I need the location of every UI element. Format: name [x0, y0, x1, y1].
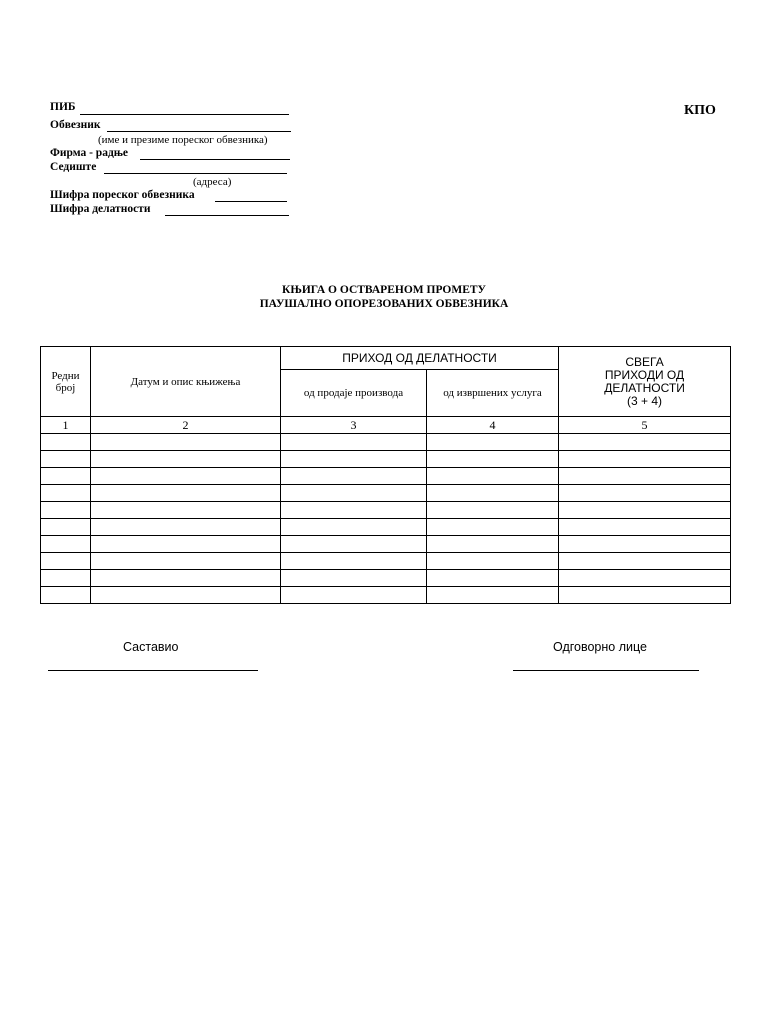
table-cell[interactable] [559, 451, 731, 468]
responsible-person-signature-line[interactable] [513, 670, 699, 671]
composed-by-label: Саставио [123, 640, 179, 654]
table-cell[interactable] [281, 502, 427, 519]
table-cell[interactable] [41, 434, 91, 451]
sifra-delatnosti-field-line[interactable] [165, 215, 289, 216]
table-row [41, 587, 731, 604]
table-cell[interactable] [559, 468, 731, 485]
responsible-person-label: Одговорно лице [553, 640, 647, 654]
table-cell[interactable] [427, 502, 559, 519]
ordinal-header [41, 347, 91, 417]
services-header [427, 370, 559, 417]
table-cell[interactable] [41, 570, 91, 587]
column-number: 1 [41, 417, 91, 434]
sifra-obveznika-label: Шифра пореског обвезника [50, 189, 195, 201]
table-row [41, 536, 731, 553]
table-cell[interactable] [41, 468, 91, 485]
total-header-line3: ДЕЛАТНОСТИ [604, 380, 685, 395]
table-cell[interactable] [91, 502, 281, 519]
table-cell[interactable] [91, 434, 281, 451]
table-cell[interactable] [559, 502, 731, 519]
table-cell[interactable] [427, 451, 559, 468]
table-row [41, 519, 731, 536]
products-header [281, 370, 427, 417]
table-row [41, 451, 731, 468]
table-cell[interactable] [91, 519, 281, 536]
table-cell[interactable] [91, 587, 281, 604]
sediste-field-line[interactable] [104, 173, 287, 174]
products-header-text: од продаје производа [303, 387, 404, 399]
obveznik-field-line[interactable] [107, 131, 291, 132]
table-cell[interactable] [427, 468, 559, 485]
table-cell[interactable] [281, 519, 427, 536]
table-cell[interactable] [91, 536, 281, 553]
services-header-text: од извршених услуга [443, 387, 542, 399]
table-cell[interactable] [427, 570, 559, 587]
column-number-row [41, 417, 731, 434]
document-title-line2: ПАУШАЛНО ОПОРЕЗОВАНИХ ОБВЕЗНИКА [259, 298, 509, 310]
table-cell[interactable] [91, 570, 281, 587]
obveznik-label: Обвезник [50, 119, 101, 131]
table-row [41, 570, 731, 587]
table-cell[interactable] [427, 587, 559, 604]
table-cell[interactable] [427, 434, 559, 451]
sediste-label: Седиште [50, 161, 97, 173]
table-cell[interactable] [41, 502, 91, 519]
income-group-header-text: ПРИХОД ОД ДЕЛАТНОСТИ [342, 350, 497, 365]
table-cell[interactable] [281, 451, 427, 468]
pib-label: ПИБ [50, 101, 76, 113]
header-row-top [41, 347, 731, 370]
total-header-line2: ПРИХОДИ ОД [604, 367, 685, 382]
table-cell[interactable] [91, 451, 281, 468]
total-header-line1: СВЕГА [625, 354, 664, 369]
firma-label: Фирма - радње [50, 147, 129, 159]
obveznik-hint: (име и презиме пореског обвезника) [98, 134, 268, 146]
table-cell[interactable] [41, 451, 91, 468]
sifra-delatnosti-label: Шифра делатности [50, 203, 151, 215]
firma-field-line[interactable] [140, 159, 290, 160]
description-header-text: Датум и опис књижења [130, 375, 241, 388]
income-group-header [281, 347, 559, 370]
table-cell[interactable] [281, 434, 427, 451]
table-row [41, 502, 731, 519]
ledger-table [40, 346, 731, 604]
pib-field-line[interactable] [80, 114, 289, 115]
table-cell[interactable] [427, 553, 559, 570]
sifra-obveznika-field-line[interactable] [215, 201, 287, 202]
column-number: 5 [559, 417, 731, 434]
composed-by-signature-line[interactable] [48, 670, 258, 671]
column-number: 2 [91, 417, 281, 434]
table-cell[interactable] [427, 536, 559, 553]
table-cell[interactable] [41, 485, 91, 502]
table-cell[interactable] [41, 587, 91, 604]
sediste-hint: (адреса) [193, 176, 232, 188]
description-header [91, 347, 281, 417]
table-cell[interactable] [41, 553, 91, 570]
table-cell[interactable] [559, 553, 731, 570]
table-cell[interactable] [559, 519, 731, 536]
table-cell[interactable] [91, 485, 281, 502]
table-row [41, 434, 731, 451]
table-cell[interactable] [91, 553, 281, 570]
table-cell[interactable] [281, 485, 427, 502]
table-cell[interactable] [281, 570, 427, 587]
column-number: 4 [427, 417, 559, 434]
table-cell[interactable] [91, 468, 281, 485]
table-cell[interactable] [559, 434, 731, 451]
column-number: 3 [281, 417, 427, 434]
document-title-line1: КЊИГА О ОСТВАРЕНОМ ПРОМЕТУ [282, 284, 486, 296]
table-cell[interactable] [41, 536, 91, 553]
table-cell[interactable] [281, 553, 427, 570]
total-header [559, 347, 731, 417]
table-row [41, 553, 731, 570]
table-cell[interactable] [281, 536, 427, 553]
table-cell[interactable] [559, 587, 731, 604]
table-cell[interactable] [427, 519, 559, 536]
table-cell[interactable] [559, 485, 731, 502]
table-cell[interactable] [41, 519, 91, 536]
ordinal-header-text: Редни број [51, 369, 80, 394]
table-cell[interactable] [559, 570, 731, 587]
total-header-line4: (3 + 4) [627, 393, 663, 408]
form-code: КПО [684, 103, 716, 118]
table-row [41, 485, 731, 502]
table-row [41, 468, 731, 485]
table-cell[interactable] [559, 536, 731, 553]
table-cell[interactable] [281, 587, 427, 604]
table-cell[interactable] [427, 485, 559, 502]
table-cell[interactable] [281, 468, 427, 485]
